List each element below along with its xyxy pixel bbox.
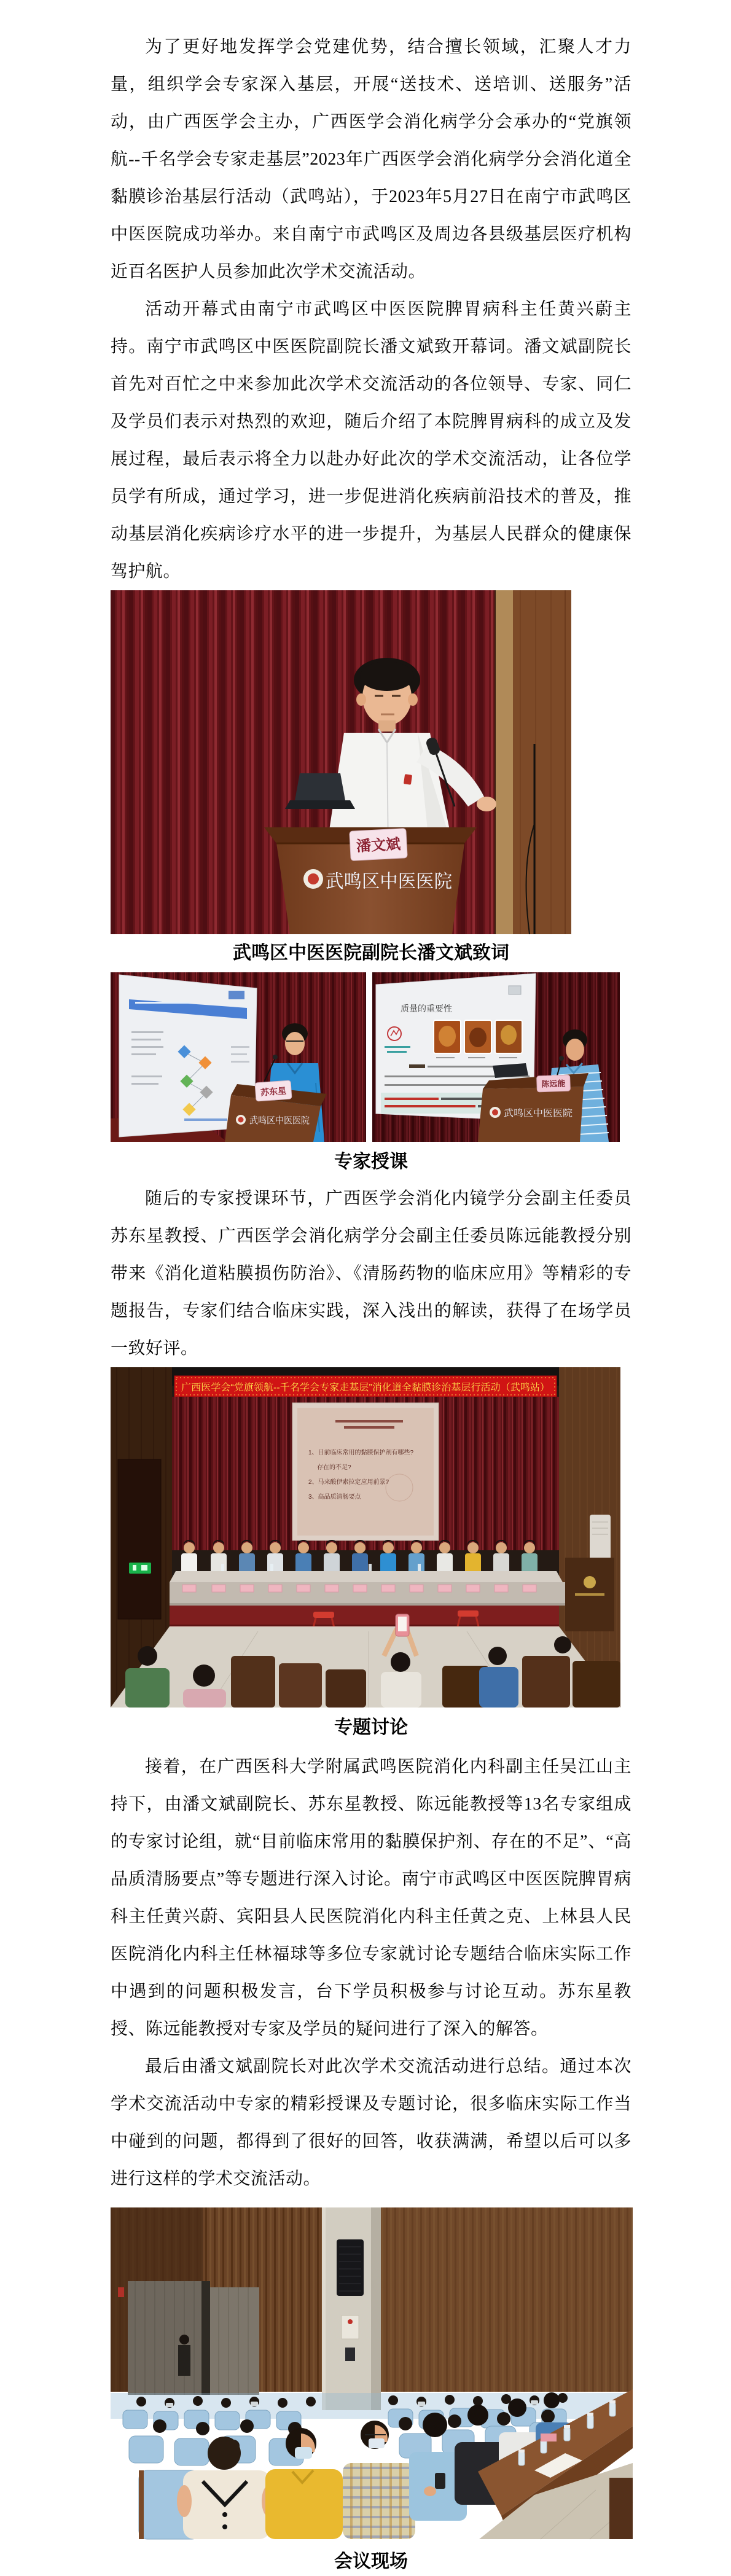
panel-banner-text: 广西医学会“党旗领航--千名学会专家走基层”消化道全黏膜诊治基层行活动（武鸣站） (181, 1383, 549, 1393)
lecture-right-photo-image (372, 972, 620, 1142)
body-paragraph-1: 为了更好地发挥学会党建优势，结合擅长领域，汇聚人才力量，组织学会专家深入基层，开展“送技术、送培训、送服务”活动，由广西医学会主办，广西医学会消化病学分会承办的“党旗领航--千名学会专家走基层”2023年广西医学会消化病学分会消化道全黏膜诊治基层行活动（武鸣站），于2023年5月27日在南宁市武鸣区中医医院成功举办。来自南宁市武鸣区及周边各县级基层医疗机构近百名医护人员参加此次学术交流活动。 (111, 37, 631, 281)
panel-slide-line-3: 2、马来酸伊索拉定应用前景? (308, 1479, 389, 1486)
lecture-right-podium-text: 武鸣区中医医院 (504, 1108, 573, 1118)
photo-caption-lecture: 专家授课 (334, 1152, 408, 1172)
lecture-photo-row (111, 972, 631, 1142)
panel-slide-line-2: 存在的不足? (317, 1464, 351, 1471)
panel-photo-image (111, 1367, 620, 1708)
audience-photo-image (111, 2207, 633, 2539)
figure-lecture-right-photo (372, 972, 620, 1142)
ceremony-photo-image (111, 590, 571, 934)
photo-caption-ceremony: 武鸣区中医医院副院长潘文斌致词 (233, 943, 509, 963)
body-paragraph-2: 活动开幕式由南宁市武鸣区中医医院脾胃病科主任黄兴蔚主持。南宁市武鸣区中医医院副院长潘文斌致开幕词。潘文斌副院长首先对百忙之中来参加此次学术交流活动的各位领导、专家、同仁及学员们表示对热烈的欢迎，随后介绍了本院脾胃病科的成立及发展过程，最后表示将全力以赴办好此次的学术交流活动，让各位学员学有所成，通过学习，进一步促进消化疾病前沿技术的普及，推动基层消化疾病诊疗水平的进一步提升，为基层人民群众的健康保驾护航。 (111, 300, 631, 581)
figure-ceremony-photo (111, 590, 571, 934)
figure-panel-photo (111, 1367, 620, 1708)
lecture-left-name-card: 苏东星 (260, 1085, 287, 1098)
ceremony-podium-text: 武鸣区中医医院 (326, 872, 452, 892)
photo-caption-panel: 专题讨论 (334, 1717, 408, 1738)
body-paragraph-4: 接着，在广西医科大学附属武鸣医院消化内科副主任吴江山主持下，由潘文斌副院长、苏东星教授、陈远能教授等13名专家组成的专家讨论组，就“目前临床常用的黏膜保护剂、存在的不足”、“高品质清肠要点”等专题进行深入讨论。南宁市武鸣区中医医院脾胃病科主任黄兴蔚、宾阳县人民医院消化内科主任黄之克、上林县人民医院消化内科主任林福球等多位专家就讨论专题结合临床实际工作中遇到的问题积极发言，台下学员积极参与讨论互动。苏东星教授、陈远能教授对专家及学员的疑问进行了深入的解答。 (111, 1757, 631, 2039)
panel-slide-line-4: 3、高品质清肠要点 (308, 1494, 361, 1501)
photo-caption-scene: 会议现场 (334, 2551, 408, 2572)
photo-gap (366, 972, 372, 1142)
body-paragraph-3: 随后的专家授课环节，广西医学会消化内镜学分会副主任委员苏东星教授、广西医学会消化病学分会副主任委员陈远能教授分别带来《消化道粘膜损伤防治》、《清肠药物的临床应用》等精彩的专题报告，专家们结合临床实践，深入浅出的解读，获得了在场学员一致好评。 (111, 1189, 631, 1358)
figure-lecture-left-photo (111, 972, 366, 1142)
lecture-left-photo-image (111, 972, 366, 1142)
lecture-left-podium-text: 武鸣区中医医院 (249, 1115, 310, 1126)
lecture-right-name-card: 陈远能 (541, 1079, 566, 1089)
panel-slide-line-1: 1、目前临床常用的黏膜保护剂有哪些? (308, 1450, 414, 1456)
lecture-right-slide-title: 质量的重要性 (401, 1004, 452, 1013)
body-paragraph-5: 最后由潘文斌副院长对此次学术交流活动进行总结。通过本次学术交流活动中专家的精彩授课及专题讨论，很多临床实际工作当中碰到的问题，都得到了很好的回答，收获满满，希望以后可以多进行这样的学术交流活动。 (111, 2057, 631, 2188)
ceremony-name-card: 潘文斌 (356, 836, 401, 855)
figure-audience-photo (111, 2207, 633, 2539)
